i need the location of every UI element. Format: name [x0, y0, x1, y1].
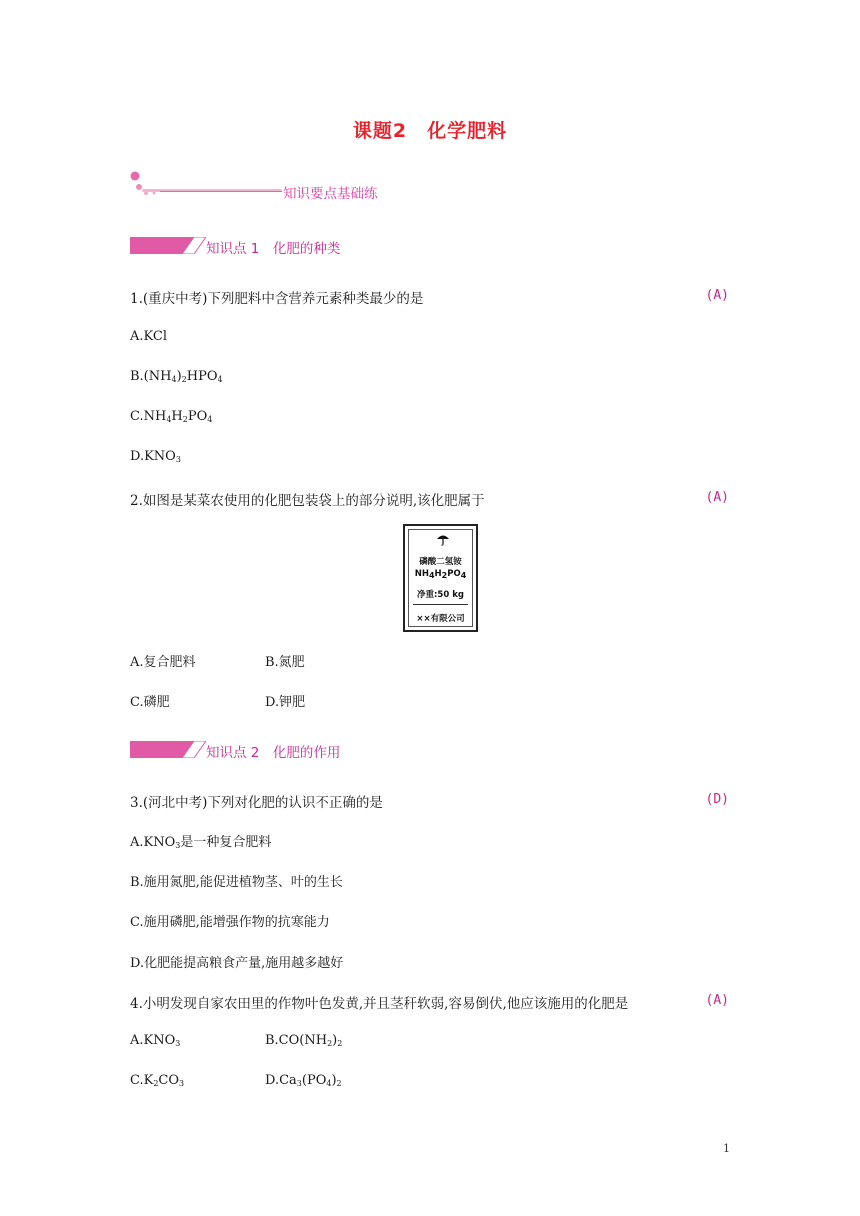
- section-label: 知识要点基础练: [283, 186, 378, 202]
- q4-option-d: $D.Ca_3(PO_4)_2$: [265, 1073, 342, 1088]
- question-2-stem: 2.如图是某菜农使用的化肥包装袋上的部分说明,该化肥属于: [130, 493, 485, 509]
- q3-option-d: D.化肥能提高粮食产量,施用越多越好: [130, 956, 344, 971]
- figure-net-weight: 净重:50 kg: [417, 590, 464, 600]
- q1-option-d: $D.KNO_3$: [130, 449, 181, 464]
- question-1-stem: 1.(重庆中考)下列肥料中含营养元素种类最少的是: [130, 291, 424, 307]
- tag-icon: [130, 741, 206, 758]
- figure-company: ××有限公司: [416, 614, 465, 624]
- q3-option-c: C.施用磷肥,能增强作物的抗寒能力: [130, 915, 330, 930]
- decorative-dots-icon: [130, 168, 290, 198]
- question-3-answer: (D): [705, 792, 729, 807]
- q1-option-a: A.KCl: [130, 329, 167, 344]
- figure-chemical-name: 磷酸二氢铵: [419, 557, 462, 567]
- q3-option-b: B.施用氮肥,能促进植物茎、叶的生长: [130, 875, 343, 890]
- question-3-stem: 3.(河北中考)下列对化肥的认识不正确的是: [130, 795, 383, 811]
- umbrella-icon: [436, 532, 450, 546]
- q2-option-b: B.氮肥: [265, 655, 305, 670]
- q4-option-a: $A.KNO_3$: [130, 1033, 181, 1048]
- question-4-answer: (A): [705, 993, 729, 1008]
- question-4-stem: 4.小明发现自家农田里的作物叶色发黄,并且茎秆软弱,容易倒伏,他应该施用的化肥是: [130, 996, 629, 1012]
- q2-option-d: D.钾肥: [265, 695, 306, 710]
- knowledge-point-label: 知识点 1 化肥的种类: [206, 241, 341, 257]
- section-heading: [130, 168, 400, 202]
- q2-option-c: C.磷肥: [130, 695, 170, 710]
- q4-option-c: $C.K_2CO_3$: [130, 1073, 185, 1088]
- q1-option-b: $B.(NH_4)_2HPO_4$: [130, 369, 223, 384]
- tag-icon: [130, 237, 206, 254]
- q4-option-b: $B.CO(NH_2)_2$: [265, 1033, 343, 1048]
- knowledge-point-label: 知识点 2 化肥的作用: [206, 745, 341, 761]
- q2-option-a: A.复合肥料: [130, 655, 196, 670]
- q3-option-a: $A.KNO_3$是一种复合肥料: [130, 835, 272, 850]
- page-number: 1: [723, 1142, 730, 1155]
- page-title: 课题2 化学肥料: [352, 120, 508, 142]
- q1-option-c: $C.NH_4H_2PO_4$: [130, 409, 213, 424]
- question-1-answer: (A): [705, 288, 729, 303]
- fertilizer-label-figure: [403, 524, 478, 632]
- figure-inner-frame: [408, 529, 473, 627]
- figure-divider: [413, 604, 468, 605]
- figure-formula: $NH_4H_2PO_4$: [414, 569, 467, 580]
- question-2-answer: (A): [705, 490, 729, 505]
